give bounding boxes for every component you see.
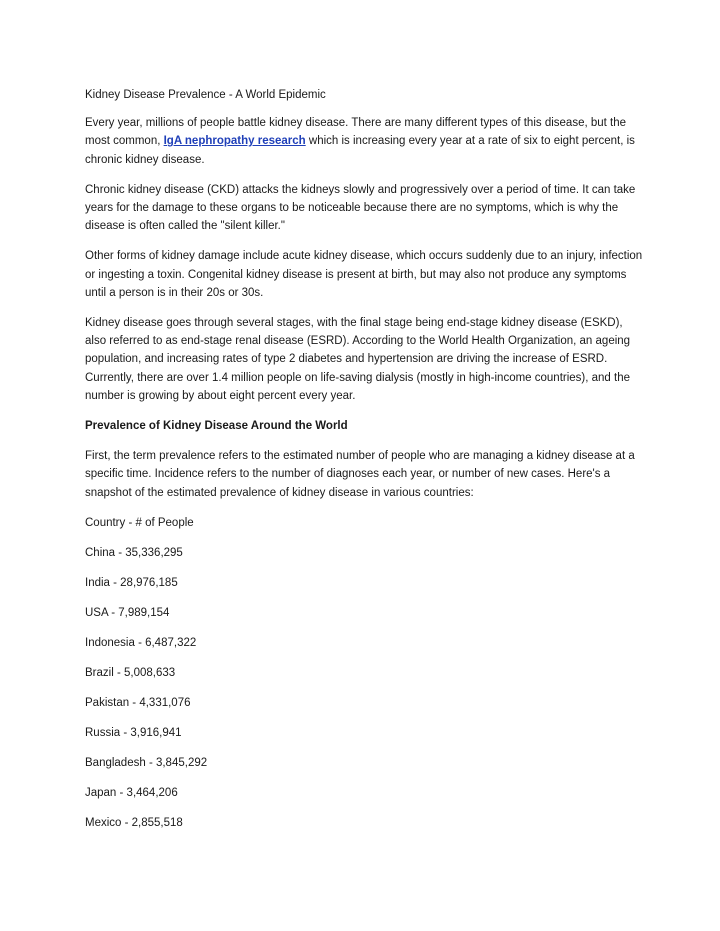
list-item-china: China - 35,336,295 [85,546,183,559]
list-item-japan: Japan - 3,464,206 [85,786,178,799]
paragraph-stages: Kidney disease goes through several stages, with the final stage being end-stage kidney disease (ESKD), also referred to as end-stage renal disease (ESRD). According to the World Health Organization, an ageing population, and increasing rates of type 2 diabetes and hypertension are driving the increase of ESRD. Currently, there are over 1.4 million people on life-saving dialysis (mostly in high-income countries), and the number is growing by about eight percent every year. [85,317,631,402]
list-item-bangladesh: Bangladesh - 3,845,292 [85,756,208,769]
list-item-usa: USA - 7,989,154 [85,606,170,619]
list-header: Country - # of People [85,516,194,529]
list-item-russia: Russia - 3,916,941 [85,726,182,739]
paragraph-prevalence: First, the term prevalence refers to the estimated number of people who are managing a kidney disease at a specific time. Incidence refers to the number of diagnoses each year, or number of new cases. Here's a snapshot of the estimated prevalence of kidney disease in various countries: [85,450,635,499]
paragraph-other-forms: Other forms of kidney damage include acute kidney disease, which occurs suddenly due to an injury, infection or ingesting a toxin. Congenital kidney disease is present at birth, but may also not produce any symptoms until a person is in their 20s or 30s. [85,250,643,299]
iga-nephropathy-link[interactable]: IgA nephropathy research [163,135,306,148]
document-title: Kidney Disease Prevalence - A World Epidemic [85,89,326,101]
list-item-india: India - 28,976,185 [85,576,178,589]
document-page [85,86,645,844]
intro-text-before: Every year, millions of people battle kidney disease. There are many different types of this disease, but the most common, [85,117,627,148]
list-item-brazil: Brazil - 5,008,633 [85,666,176,679]
intro-text-after: which is increasing every year at a rate of six to eight percent, is chronic kidney disease. [85,135,635,166]
list-item-mexico: Mexico - 2,855,518 [85,816,183,829]
paragraph-intro [85,114,645,169]
paragraph-ckd: Chronic kidney disease (CKD) attacks the kidneys slowly and progressively over a period of time. It can take years for the damage to these organs to be noticeable because there are no symptoms, which is why the disease is often called the "silent killer." [85,183,636,233]
list-item-pakistan: Pakistan - 4,331,076 [85,696,191,709]
list-item-indonesia: Indonesia - 6,487,322 [85,636,197,649]
section-heading: Prevalence of Kidney Disease Around the World [85,420,348,433]
